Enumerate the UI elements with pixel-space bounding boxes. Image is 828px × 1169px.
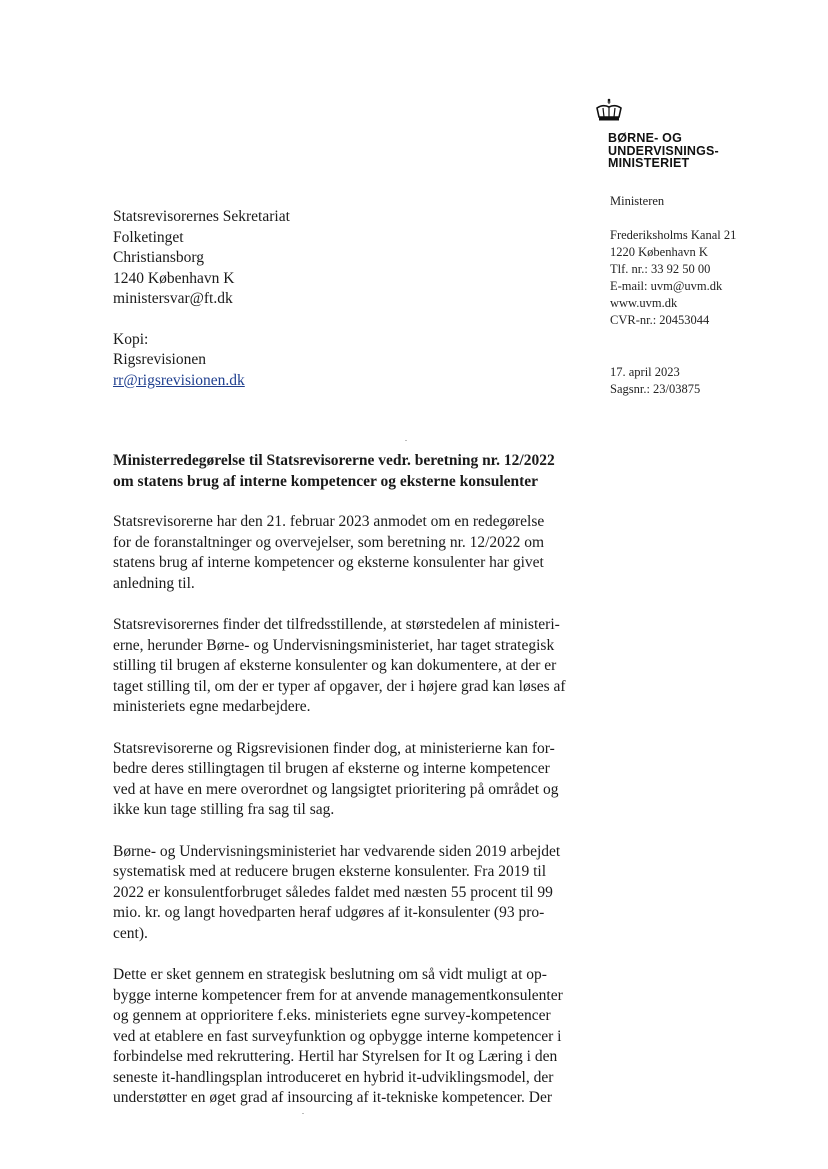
subject-line: om statens brug af interne kompetencer og eksterne konsulenter: [113, 472, 539, 490]
body-line: og gennem at opprioritere f.eks. ministeriets egne survey-kompetencer: [113, 1007, 551, 1024]
body-line: statens brug af interne kompetencer og eksterne konsulenter har givet: [113, 554, 544, 571]
recipient-line: Christiansborg: [113, 249, 204, 266]
body-paragraph: [113, 512, 583, 594]
copy-label: Kopi:: [113, 330, 149, 348]
sender-role: Ministeren: [610, 194, 665, 208]
body-line: ved at etablere en fast surveyfunktion og opbygge interne kompetencer i: [113, 1027, 562, 1045]
copy-recipient-name: Rigsrevisionen: [113, 351, 206, 368]
recipient-line: 1240 København K: [113, 269, 235, 287]
body-line: ikke kun tage stilling fra sag til sag.: [113, 801, 335, 818]
body-line: anledning til.: [113, 574, 195, 592]
body-line: cent).: [113, 924, 148, 942]
body-line: seneste it-handlingsplan introduceret en hybrid it-udviklingsmodel, der: [113, 1068, 554, 1086]
recipient-line: Folketinget: [113, 228, 184, 246]
copy-recipient-email-link[interactable]: rr@rigsrevisionen.dk: [113, 371, 245, 389]
recipient-email: ministersvar@ft.dk: [113, 290, 233, 307]
body-line: stilling til brugen af eksterne konsulenter og kan dokumentere, at der er: [113, 657, 557, 674]
body-paragraph: [113, 615, 583, 718]
body-line: Dette er sket gennem en strategisk beslutning om så vidt muligt at op-: [113, 966, 547, 983]
sender-cvr: CVR-nr.: 20453044: [610, 313, 710, 327]
recipient-line: Statsrevisorernes Sekretariat: [113, 208, 290, 225]
sender-phone: Tlf. nr.: 33 92 50 00: [610, 262, 711, 276]
ministry-name-line: MINISTERIET: [608, 156, 690, 170]
body-line: ministeriets egne medarbejdere.: [113, 698, 311, 715]
sender-address-line: 1220 København K: [610, 245, 708, 259]
crown-icon: [594, 98, 624, 122]
body-line: mio. kr. og langt hovedparten heraf udgøres af it-konsulenter (93 pro-: [113, 904, 545, 921]
letter-date: 17. april 2023: [610, 365, 680, 379]
body-line: Statsrevisorerne har den 21. februar 2023 anmodet om en redegørelse: [113, 513, 545, 530]
scan-speck: [405, 440, 407, 441]
body-line: Børne- og Undervisningsministeriet har vedvarende siden 2019 arbejdet: [113, 842, 561, 860]
ministry-name-line: UNDERVISNINGS-: [608, 143, 719, 158]
sender-email: E-mail: uvm@uvm.dk: [610, 279, 723, 293]
body-line: systematisk med at reducere brugen eksterne konsulenter. Fra 2019 til: [113, 863, 547, 880]
case-number: Sagsnr.: 23/03875: [610, 382, 701, 396]
body-line: erne, herunder Børne- og Undervisningsministeriet, har taget strategisk: [113, 636, 555, 654]
body-line: 2022 er konsulentforbruget således faldet med næsten 55 procent til 99: [113, 883, 553, 901]
body-line: bedre deres stillingtagen til brugen af eksterne og interne kompetencer: [113, 760, 550, 777]
body-line: bygge interne kompetencer frem for at anvende managementkonsulenter: [113, 986, 563, 1004]
body-line: Statsrevisorernes finder det tilfredsstillende, at størstedelen af ministeri-: [113, 616, 560, 633]
sender-info: [610, 193, 810, 398]
scan-speck: [302, 1113, 304, 1114]
body-line: for de foranstaltninger og overvejelser, som beretning nr. 12/2022 om: [113, 533, 545, 551]
letter-body: [113, 512, 583, 1130]
ministry-name-line: BØRNE- OG: [608, 131, 683, 145]
body-line: understøtter en øget grad af insourcing af it-tekniske kompetencer. Der: [113, 1089, 553, 1106]
sender-website: www.uvm.dk: [610, 296, 678, 310]
body-line: taget stilling til, om der er typer af opgaver, der i højere grad kan løses af: [113, 677, 566, 695]
body-paragraph: [113, 739, 583, 821]
letter-subject: [113, 451, 583, 492]
sender-address-line: Frederiksholms Kanal 21: [610, 228, 737, 242]
body-paragraph: [113, 965, 583, 1109]
subject-line: Ministerredegørelse til Statsrevisorerne vedr. beretning nr. 12/2022: [113, 452, 555, 469]
body-line: Statsrevisorerne og Rigsrevisionen finder dog, at ministerierne kan for-: [113, 739, 555, 757]
ministry-name: [608, 132, 798, 170]
body-line: ved at have en mere overordnet og langsigtet prioritering på området og: [113, 780, 559, 798]
recipient-block: [113, 207, 473, 391]
body-line: forbindelse med rekruttering. Hertil har Styrelsen for It og Læring i den: [113, 1048, 558, 1065]
body-paragraph: [113, 842, 583, 945]
date-block: [610, 364, 810, 398]
